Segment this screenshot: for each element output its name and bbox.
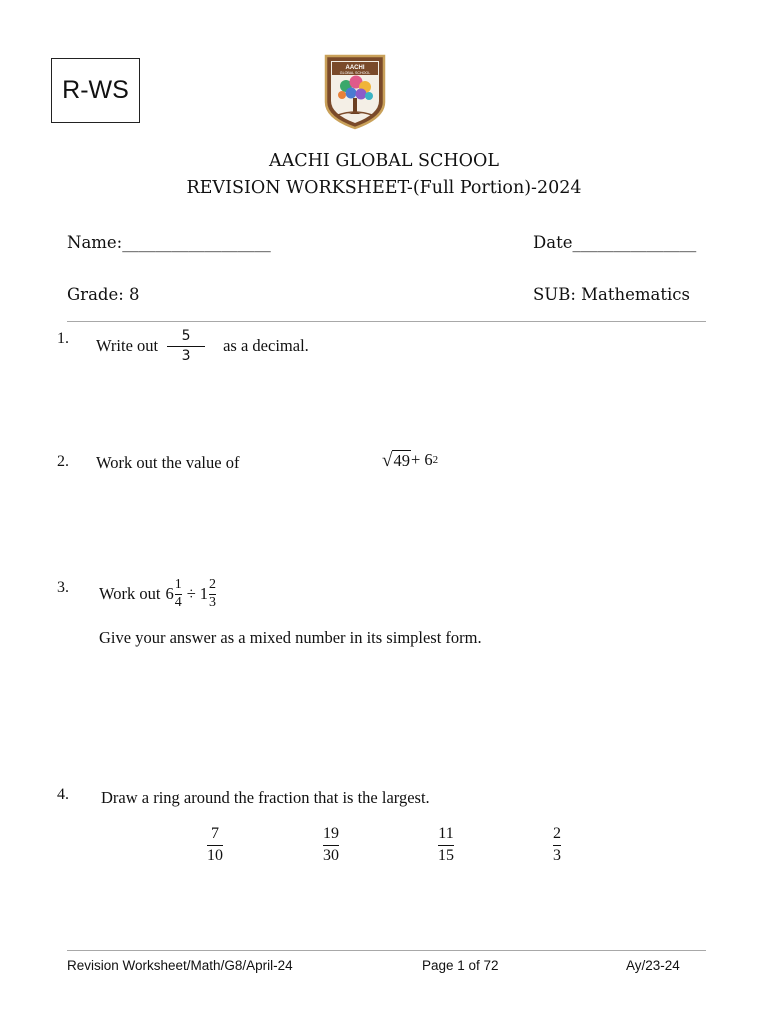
worksheet-title: REVISION WORKSHEET-(Full Portion)-2024 — [186, 178, 582, 198]
logo-text: AACHI — [345, 65, 365, 71]
fraction-denominator: 4 — [174, 594, 182, 610]
fraction-denominator: 3 — [209, 594, 217, 610]
question-1-fraction — [167, 329, 205, 363]
division-operator: ÷ — [186, 584, 196, 604]
footer-divider — [67, 950, 706, 951]
fraction-option[interactable] — [323, 826, 339, 865]
fraction-bar — [553, 845, 561, 846]
fraction-option[interactable] — [438, 826, 454, 865]
fraction-denominator: 15 — [438, 846, 454, 864]
subject-label: SUB: Mathematics — [533, 285, 690, 304]
radicand: 49 — [393, 451, 410, 470]
footer-academic-year: Ay/23-24 — [626, 958, 680, 973]
school-name: AACHI GLOBAL SCHOOL — [269, 151, 499, 171]
fraction-numerator: 5 — [181, 328, 191, 344]
question-2-text: Work out the value of — [96, 453, 240, 472]
fraction-denominator: 30 — [323, 846, 339, 864]
fraction-numerator: 2 — [209, 577, 217, 592]
question-number: 2. — [57, 453, 69, 470]
grade-label: Grade: 8 — [67, 285, 140, 304]
question-1-text-before: Write out — [96, 336, 159, 356]
school-logo — [322, 52, 388, 130]
fraction-denominator: 10 — [207, 846, 223, 864]
mixed-number-whole: 1 — [199, 584, 209, 604]
question-1 — [96, 329, 309, 363]
mixed-number-whole: 6 — [165, 584, 174, 604]
question-3-instruction: Give your answer as a mixed number in its simplest form. — [99, 628, 482, 647]
footer-document-code: Revision Worksheet/Math/G8/April-24 — [67, 958, 293, 973]
fraction-denominator: 3 — [181, 347, 191, 364]
mixed-number-fraction — [175, 578, 182, 610]
expression-plus-term: + 6 — [410, 450, 433, 470]
question-1-text-after: as a decimal. — [223, 336, 309, 356]
question-number: 3. — [57, 579, 69, 596]
logo-subtext: GLOBAL SCHOOL — [339, 71, 371, 75]
mixed-number-fraction — [209, 578, 216, 610]
question-2-expression — [382, 450, 438, 470]
footer-page-number: Page 1 of 72 — [422, 958, 499, 973]
square-root-symbol: √ — [382, 450, 393, 472]
fraction-denominator: 3 — [553, 846, 561, 864]
fraction-numerator: 7 — [211, 825, 219, 842]
fraction-option[interactable] — [553, 826, 561, 865]
question-number: 1. — [57, 330, 69, 347]
fraction-option[interactable] — [207, 826, 223, 865]
fraction-numerator: 11 — [438, 825, 454, 842]
name-field-label: Name:__________________ — [67, 233, 271, 252]
fraction-bar — [438, 845, 454, 846]
fraction-numerator: 1 — [174, 577, 182, 592]
fraction-bar — [167, 346, 205, 347]
question-4-text: Draw a ring around the fraction that is the largest. — [101, 788, 430, 807]
fraction-bar — [323, 845, 339, 846]
question-3 — [99, 578, 217, 610]
exponent: 2 — [432, 454, 439, 467]
header-divider — [67, 321, 706, 322]
fraction-numerator: 2 — [553, 825, 561, 842]
worksheet-code-box: R-WS — [51, 58, 140, 123]
fraction-numerator: 19 — [323, 825, 339, 842]
date-field-label: Date_______________ — [533, 233, 697, 252]
question-number: 4. — [57, 786, 69, 803]
fraction-bar — [207, 845, 223, 846]
question-3-text: Work out — [99, 584, 161, 604]
